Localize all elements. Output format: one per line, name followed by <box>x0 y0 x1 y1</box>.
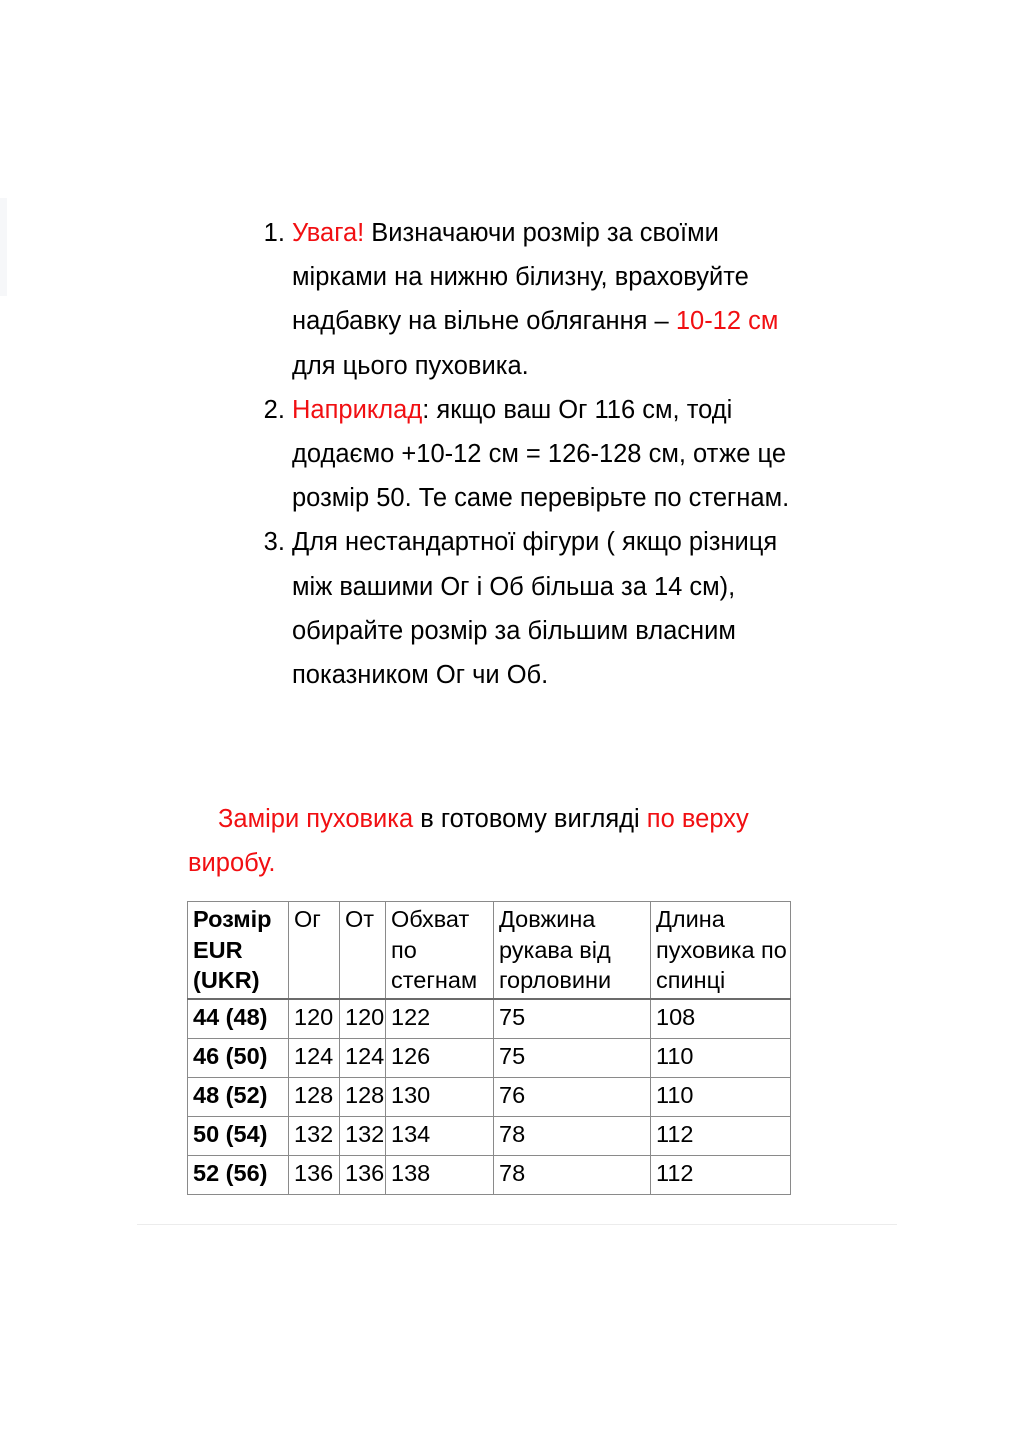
cell-ot: 132 <box>340 1116 386 1155</box>
cell-og: 120 <box>289 999 340 1039</box>
cell-og: 132 <box>289 1116 340 1155</box>
size-chart-table <box>187 901 791 1195</box>
cell-hips: 134 <box>386 1116 494 1155</box>
column-header-hips: Обхват по стегнам <box>386 902 494 999</box>
measure-segment-1: в готовому вигляді <box>413 805 647 833</box>
cell-sleeve: 78 <box>494 1116 651 1155</box>
note-1-segment-0: Увага! <box>292 219 365 247</box>
cell-og: 136 <box>289 1155 340 1194</box>
column-header-size: Розмір EUR (UKR) <box>188 902 289 999</box>
note-2-segment-1: : якщо ваш Ог 116 см, тоді додаємо +10-12 см = 126-128 см, отже це розмір 50. Те саме перевірьте по стегнам. <box>292 395 790 513</box>
cell-sleeve: 76 <box>494 1077 651 1116</box>
note-2-segment-0: Наприклад <box>292 395 423 424</box>
cell-length: 108 <box>651 999 791 1039</box>
note-text-3 <box>292 520 812 697</box>
note-1-segment-1: Визначаючи розмір за своїми мірками на нижню білизну, враховуйте надбавку на вільне облягання – <box>292 219 749 336</box>
note-text-1 <box>292 211 812 388</box>
cell-length: 112 <box>651 1116 791 1155</box>
measure-segment-2: по верху виробу. <box>188 805 749 878</box>
measure-segment-0: Заміри пуховика <box>218 805 414 833</box>
note-3-segment-0: Для нестандартної фігури ( якщо різниця між вашими Ог і Об більша за 14 см), обирайте розмір за більшим власним показником Ог чи Об. <box>292 528 778 690</box>
list-item <box>292 211 812 388</box>
note-1-segment-2: 10-12 см <box>675 307 779 336</box>
table-row <box>188 1077 791 1116</box>
measure-instruction-paragraph <box>188 797 788 885</box>
cell-ot: 124 <box>340 1038 386 1077</box>
cell-size: 44 (48) <box>188 999 289 1039</box>
cell-ot: 136 <box>340 1155 386 1194</box>
list-item <box>292 388 812 521</box>
table-header-row <box>188 902 791 999</box>
sizing-notes-list <box>264 211 812 697</box>
cell-ot: 128 <box>340 1077 386 1116</box>
cell-sleeve: 78 <box>494 1155 651 1194</box>
note-1-segment-3: для цього пуховика. <box>292 351 529 380</box>
cell-length: 110 <box>651 1077 791 1116</box>
cell-sleeve: 75 <box>494 999 651 1039</box>
cell-hips: 126 <box>386 1038 494 1077</box>
cell-og: 128 <box>289 1077 340 1116</box>
table-row <box>188 999 791 1039</box>
column-header-sleeve: Довжина рукава від горловини <box>494 902 651 999</box>
cell-length: 112 <box>651 1155 791 1194</box>
column-header-og: Ог <box>289 902 340 999</box>
cell-og: 124 <box>289 1038 340 1077</box>
column-header-ot: От <box>340 902 386 999</box>
table-row <box>188 1116 791 1155</box>
cell-sleeve: 75 <box>494 1038 651 1077</box>
cell-length: 110 <box>651 1038 791 1077</box>
left-edge-artifact <box>0 198 7 296</box>
table-row <box>188 1038 791 1077</box>
column-header-length: Длина пуховика по спинці <box>651 902 791 999</box>
cell-size: 52 (56) <box>188 1155 289 1194</box>
cell-hips: 122 <box>386 999 494 1039</box>
cell-hips: 138 <box>386 1155 494 1194</box>
cell-hips: 130 <box>386 1077 494 1116</box>
cell-ot: 120 <box>340 999 386 1039</box>
cell-size: 50 (54) <box>188 1116 289 1155</box>
table-row <box>188 1155 791 1194</box>
note-text-2 <box>292 388 812 521</box>
cell-size: 46 (50) <box>188 1038 289 1077</box>
list-item <box>292 520 812 697</box>
bottom-divider <box>137 1224 897 1225</box>
cell-size: 48 (52) <box>188 1077 289 1116</box>
